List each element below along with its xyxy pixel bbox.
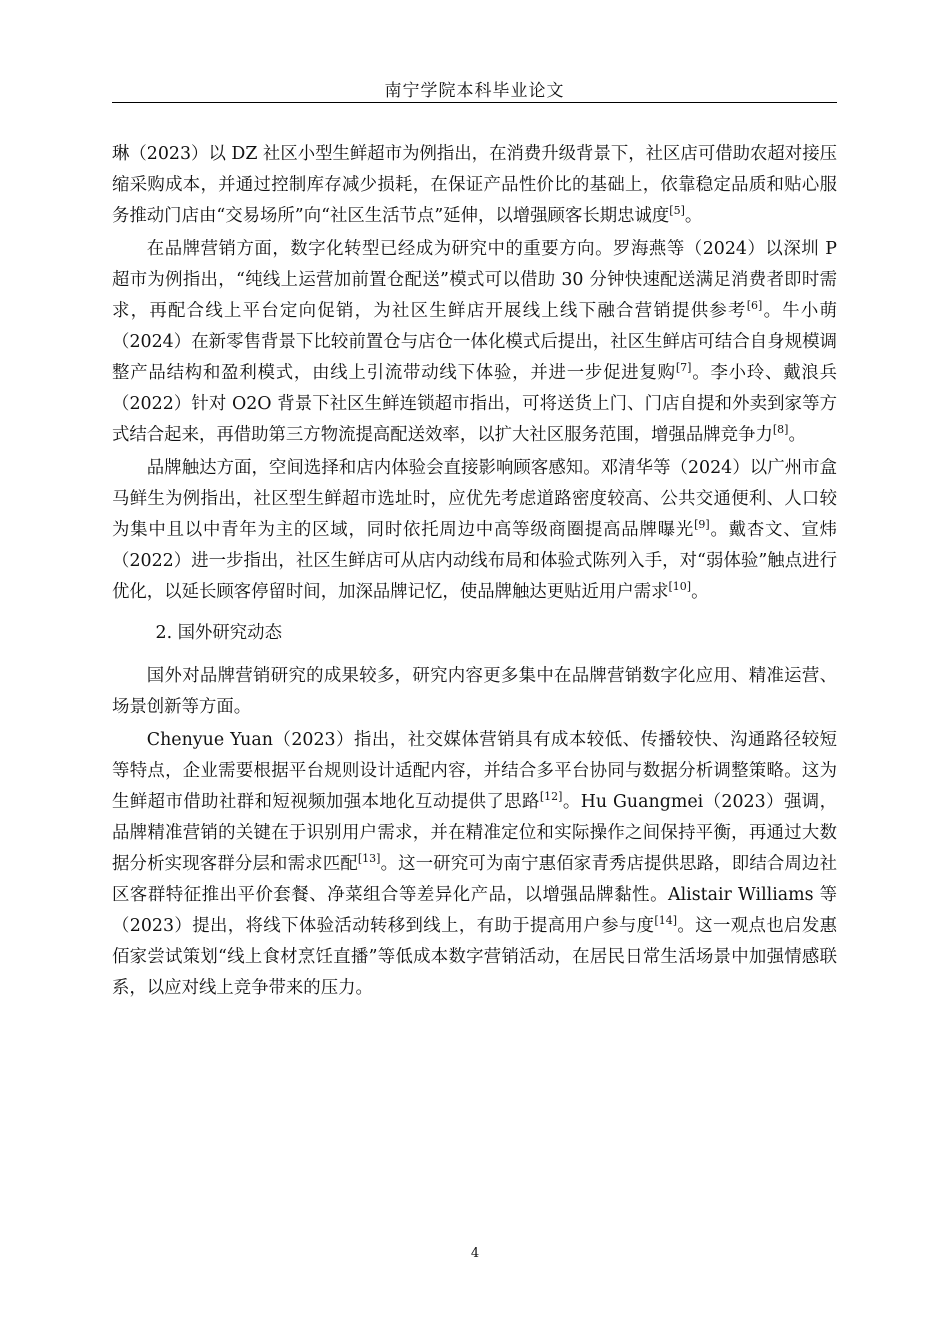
section-heading: 2. 国外研究动态 [155,623,282,643]
paragraph-5: Chenyue Yuan（2023）指出，社交媒体营销具有成本较低、传播较快、沟通路径较短等特点，企业需要根据平台规则设计适配内容，并结合多平台协同与数据分析调整策略。这为生鲜超市借助社群和短视频加强本地化互动提供了思路[12]。Hu Guangmei（2023）强调，品牌精准营销的关键在于识别用户需求，并在精准定位和实际操作之间保持平衡，再通过大数据分析实现客群分层和需求匹配[13]。这一研究可为南宁惠佰家青秀店提供思路，即结合周边社区客群特征推出平价套餐、净菜组合等差异化产品，以增强品牌黏性。Alistair Williams 等（2023）提出，将线下体验活动转移到线上，有助于提高用户参与度[14]。这一观点也启发惠佰家尝试策划“线上食材烹饪直播”等低成本数字营销活动，在居民日常生活场景中加强情感联系，以应对线上竞争带来的压力。 [112,730,837,998]
citation: [6] [746,299,763,313]
body-text [112,139,837,1006]
citation: [14] [654,914,677,928]
running-header: 南宁学院本科毕业论文 [384,81,565,101]
paragraph-2: 在品牌营销方面，数字化转型已经成为研究中的重要方向。罗海燕等（2024）以深圳 P 超市为例指出，“纯线上运营加前置仓配送”模式可以借助 30 分钟快速配送满足消费者即时需求，再配合线上平台定向促销，为社区生鲜店开展线上线下融合营销提供参考[6]。牛小萌（2024）在新零售背景下比较前置仓与店仓一体化模式后提出，社区生鲜店可结合自身规模调整产品结构和盈利模式，由线上引流带动线下体验，并进一步促进复购[7]。李小玲、戴浪兵（2022）针对 O2O 背景下社区生鲜连锁超市指出，可将送货上门、门店自提和外卖到家等方式结合起来，再借助第三方物流提高配送效率，以扩大社区服务范围，增强品牌竞争力[8]。 [112,239,837,445]
citation: [13] [357,852,381,866]
header-rule [112,102,837,103]
citation: [10] [668,580,692,594]
page-number: 4 [470,1246,480,1261]
citation: [8] [772,423,789,437]
citation: [7] [675,361,692,375]
paragraph-4: 国外对品牌营销研究的成果较多，研究内容更多集中在品牌营销数字化应用、精准运营、场景创新等方面。 [112,666,837,717]
paragraph-3: 品牌触达方面，空间选择和店内体验会直接影响顾客感知。邓清华等（2024）以广州市盒马鲜生为例指出，社区型生鲜超市选址时，应优先考虑道路密度较高、公共交通便利、人口较为集中且以中青年为主的区域，同时依托周边中高等级商圈提高品牌曝光[9]。戴杏文、宣炜（2022）进一步指出，社区生鲜店可从店内动线布局和体验式陈列入手，对“弱体验”触点进行优化，以延长顾客停留时间，加深品牌记忆，使品牌触达更贴近用户需求[10]。 [112,458,837,602]
citation: [9] [694,518,710,532]
paragraph-1: 琳（2023）以 DZ 社区小型生鲜超市为例指出，在消费升级背景下，社区店可借助农超对接压缩采购成本，并通过控制库存减少损耗，在保证产品性价比的基础上，依靠稳定品质和贴心服务推动门店由“交易场所”向“社区生活节点”延伸，以增强顾客长期忠诚度[5]。 [112,144,837,226]
citation: [12] [539,790,563,804]
citation: [5] [669,204,685,218]
